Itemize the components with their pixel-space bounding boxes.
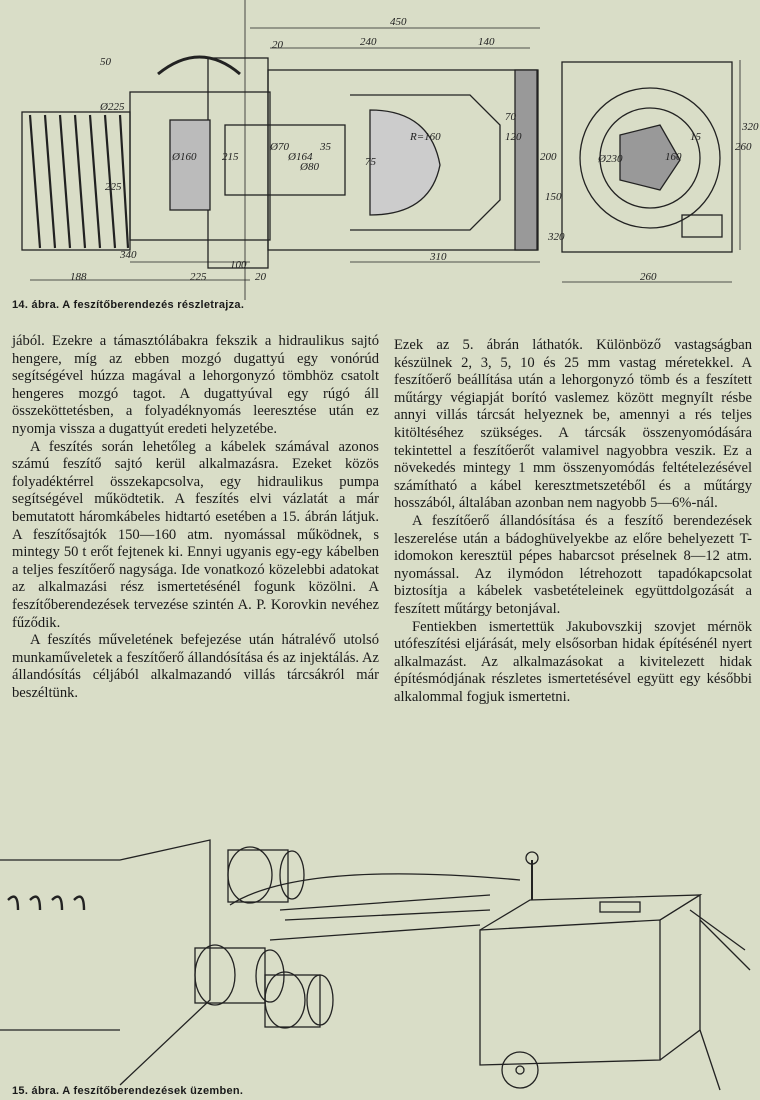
piston: [170, 120, 210, 210]
right-column: [394, 337, 752, 706]
dim-label: 20: [255, 271, 266, 283]
dim-label: 260: [735, 141, 752, 153]
dim-label: 15: [690, 131, 701, 143]
dim-label: 200: [540, 151, 557, 163]
figure-15-caption: 15. ábra. A feszítőberendezések üzemben.: [12, 1085, 244, 1097]
dim-label: 35: [320, 141, 331, 153]
dim-label: 100: [230, 259, 247, 271]
dim-label: 70: [505, 111, 516, 123]
paragraph: Fentiekben ismertettük Jakubovszkij szovjet mérnök utófeszítési eljárását, mely elsősorban hidak építésénél nyert alkalmazást. Az alkalmazásokat a kivitelezett hidak építésmódjának részletes ismertetésével együtt egy későbbi alkalommal fogjuk ismertetni.: [394, 618, 752, 705]
dim-label: 340: [120, 249, 137, 261]
technical-drawing: [0, 0, 760, 300]
cable-ends: [8, 897, 84, 910]
figure-14-caption: 14. ábra. A feszítőberendezés részletrajza.: [12, 299, 245, 311]
pump-unit: [480, 852, 700, 1065]
hydraulic-hoses: [270, 895, 490, 940]
dim-label: 240: [360, 36, 377, 48]
hose-loop: [230, 874, 520, 905]
paragraph: A feszítőerő állandósítása és a feszítő berendezések leszerelése után a bádoghüvelyekbe az előre behelyezett T-idomokon keresztül pépes habarcsot préselnek 8—12 atm. nyomással. Az ilymódon létrehozott tapadókapcsolat biztosítja a kábelek vasbetételeinek együttdolgozását a feszített műtárgy betonjával.: [394, 512, 752, 617]
dim-label: 20: [272, 39, 283, 51]
dim-label: 75: [365, 156, 376, 168]
dim-label: 160: [665, 151, 682, 163]
paragraph: A feszítés során lehetőleg a kábelek számával azonos számú feszítő sajtó kerül alkalmazásra. Ezeket közös folyadéktérrel összekapcsolva, egy hidraulikus pumpa segítségével működtetik. A feszítés elvi vázlatát a már bemutatott háromkábeles hidtartó esetében a 15. ábrán látjuk. A feszítősajtók 150—160 atm. nyomással működnek, s mintegy 50 t erőt fejtenek ki. Ennyi ugyanis egy-egy kábelben a teljes feszítőerő nagysága. Ide vonatkozó közelebbi adatokat az alkalmazási rész ismertetésénél fogunk közölni. A feszítőberendezések tervezése szintén A. P. Korovkin nevéhez fűződik.: [12, 438, 379, 631]
dim-label: Ø230: [598, 153, 623, 165]
lifting-eye: [158, 57, 240, 74]
dim-label: 188: [70, 271, 87, 283]
jack-upper: [228, 847, 304, 903]
cart-wheel: [502, 1052, 538, 1088]
equipment-sketch: [0, 800, 760, 1100]
dim-label: 120: [505, 131, 522, 143]
dim-label: 140: [478, 36, 495, 48]
flange: [208, 58, 268, 268]
dim-label: Ø160: [172, 151, 197, 163]
paragraph: Ezek az 5. ábrán láthatók. Különböző vastagságban készülnek 2, 3, 5, 10 és 25 mm vastag méretekkel. A feszítőerő beállítása után a lehorgonyzó tömb és a feszített műtárgy végiapját borító vaslemez között megnyílt résbe annyi villás tárcsát helyeznek be, amennyi a rés teljes kitöltéséhez szükséges. A tárcsák összenyomódására tekintettel a feszítőerőt valamivel nagyobbra veszik. Ez a növekedés mintegy 1 mm összenyomódás feltételezésével számítható a kábel keresztmetszetéből és a műtárgy hosszából, általában azonban nem nagyobb 5—6%-nál.: [394, 337, 752, 512]
piston-rod: [225, 125, 345, 195]
bridge-girder: [0, 840, 210, 1085]
end-plate: [515, 70, 537, 250]
dim-label: Ø80: [300, 161, 319, 173]
left-column: [12, 333, 379, 702]
dim-label: 320: [742, 121, 759, 133]
paragraph: A feszítés műveletének befejezése után hátralévő utolsó munkaműveletek a feszítőerő állandósítása és az injektálás. Az állandósítás céljából alkalmazandó villás tárcsákról már beszéltünk.: [12, 632, 379, 701]
dim-label: 215: [222, 151, 239, 163]
dim-label: 150: [545, 191, 562, 203]
dim-label: 260: [640, 271, 657, 283]
dim-label: Ø164: [288, 151, 313, 163]
dim-label: Ø70: [270, 141, 289, 153]
dim-label: Ø225: [100, 101, 125, 113]
dim-label: 225: [190, 271, 207, 283]
pump-legs: [690, 910, 750, 1090]
dim-label: R=160: [410, 131, 441, 143]
dim-label: 225: [105, 181, 122, 193]
side-view-foot: [682, 215, 722, 237]
dim-label: 50: [100, 56, 111, 68]
anchor-head: [370, 110, 440, 215]
dim-label: 320: [548, 231, 565, 243]
paragraph: jából. Ezekre a támasztólábakra fekszik a hidraulikus sajtó hengere, míg az ebben mozgó dugattyú egy vonórúd segítségével húzza magával a lehorgonyzó tömbhöz csatolt hengeres mozgó tagot. A dugattyúval egy rúgó áll összeköttetésben, a folyadéknyomás leeresztése után ez nyomja vissza a dugattyút eredeti helyzetébe.: [12, 333, 379, 437]
dim-label: 450: [390, 16, 407, 28]
dim-label: 310: [430, 251, 447, 263]
figure-14-drawing: [0, 0, 760, 300]
figure-15-sketch: [0, 800, 760, 1100]
